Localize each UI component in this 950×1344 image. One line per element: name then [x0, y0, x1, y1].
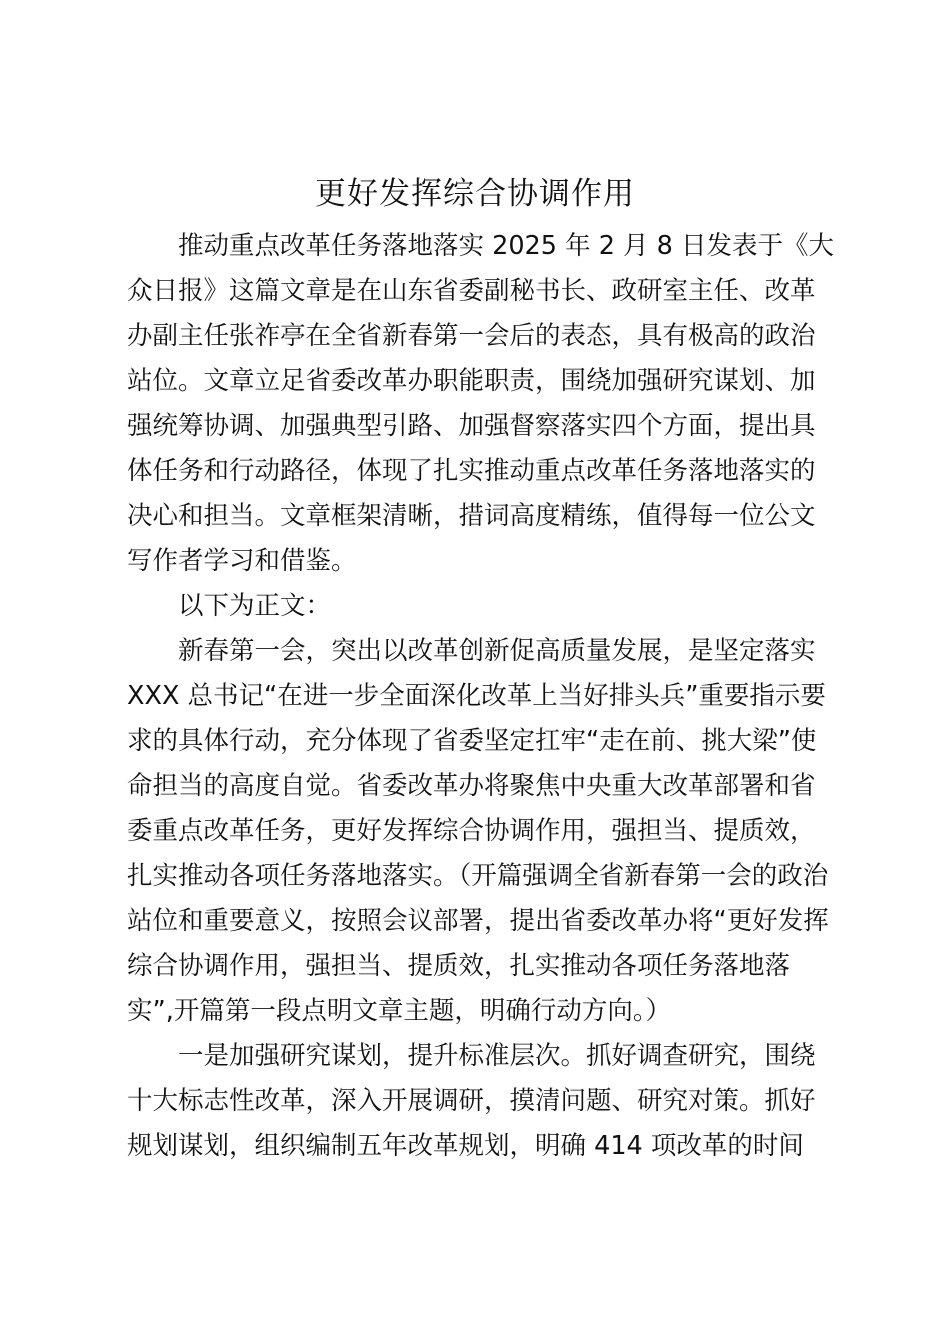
- paragraph-main-line-9: 实”,开篇第一段点明文章主题，明确行动方向。）: [127, 996, 672, 1026]
- paragraph-intro-line-1: 推动重点改革任务落地落实 2025 年 2 月 8 日发表于《大: [178, 231, 834, 261]
- paragraph-intro-line-4: 站位。文章立足省委改革办职能职责，围绕加强研究谋划、加: [127, 366, 816, 396]
- paragraph-main-line-8: 综合协调作用，强担当、提质效，扎实推动各项任务落地落: [127, 951, 791, 981]
- paragraph-point-one-line-2: 十大标志性改革，深入开展调研，摸清问题、研究对策。抓好: [127, 1086, 816, 1116]
- document-body: [127, 224, 834, 1169]
- paragraph-main-line-6: 扎实推动各项任务落地落实。（开篇强调全省新春第一会的政治: [127, 861, 829, 891]
- paragraph-main-line-5: 委重点改革任务，更好发挥综合协调作用，强担当、提质效，: [127, 816, 816, 846]
- paragraph-intro-line-7: 决心和担当。文章框架清晰，措词高度精练，值得每一位公文: [127, 501, 816, 531]
- paragraph-intro-line-2: 众日报》这篇文章是在山东省委副秘书长、政研室主任、改革: [127, 276, 816, 306]
- paragraph-intro-line-8: 写作者学习和借鉴。: [127, 546, 357, 576]
- document-title: 更好发挥综合协调作用: [315, 176, 635, 212]
- paragraph-preface-line: 以下为正文：: [178, 591, 332, 621]
- paragraph-intro-line-5: 强统筹协调、加强典型引路、加强督察落实四个方面，提出具: [127, 411, 816, 441]
- paragraph-main-line-4: 命担当的高度自觉。省委改革办将聚焦中央重大改革部署和省: [127, 771, 816, 801]
- paragraph-main-line-7: 站位和重要意义，按照会议部署，提出省委改革办将“更好发挥: [127, 906, 829, 936]
- paragraph-main-line-2: XXX 总书记“在进一步全面深化改革上当好排头兵”重要指示要: [127, 681, 826, 711]
- paragraph-point-one-line-3: 规划谋划，组织编制五年改革规划，明确 414 项改革的时间: [127, 1131, 804, 1161]
- paragraph-main-line-1: 新春第一会，突出以改革创新促高质量发展，是坚定落实: [178, 636, 816, 666]
- paragraph-intro-line-6: 体任务和行动路径，体现了扎实推动重点改革任务落地落实的: [127, 456, 816, 486]
- paragraph-main-line-3: 求的具体行动，充分体现了省委坚定扛牢“走在前、挑大梁”使: [127, 726, 817, 756]
- paragraph-point-one-line-1: 一是加强研究谋划，提升标准层次。抓好调查研究，围绕: [178, 1041, 816, 1071]
- paragraph-intro-line-3: 办副主任张祚亭在全省新春第一会后的表态，具有极高的政治: [127, 321, 816, 351]
